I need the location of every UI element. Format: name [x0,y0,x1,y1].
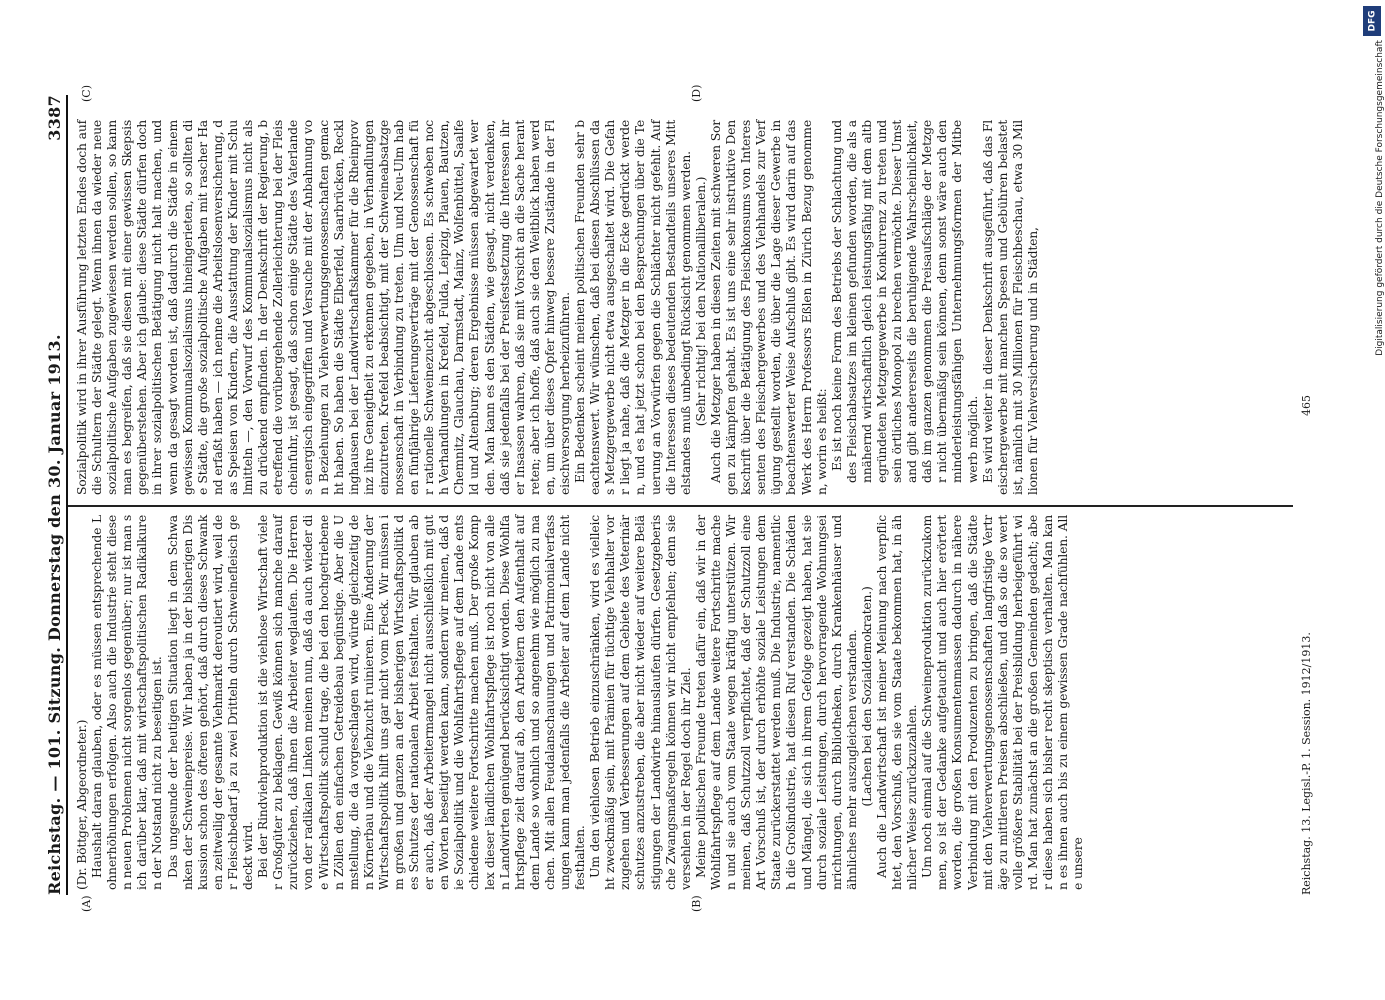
running-header: Reichstag. — 101. Sitzung. Donnerstag den 30. Januar 1913. [45,334,64,895]
paragraph: Meine politischen Freunde treten dafür ein, daß wir in der Wohlfahrtspflege auf dem Lande weitere Fortschritte machen und sie auch vom Staate wegen kräftig unterstützen. Wir meinen, daß Schutzzoll verpflichtet, daß der Schutzzoll eine Art Vorschuß ist, der durch erhöhte soziale Leistungen dem Staate zurückerstattet werden muß. Die Industrie, namentlich die Großindustrie, hat diesen Ruf verstanden. Die Schäden und Mängel, die sich in ihrem Gefolge gezeigt haben, hat sie durch soziale Leistungen, durch hervorragende Wohnungseinrichtungen, durch Bibliotheken, durch Krankenhäuser und ähnliches mehr auszugleichen verstanden. [692,515,859,890]
footer-number: 465 [1300,395,1313,416]
interjection: (Lachen bei den Sozialdemokraten.) [858,586,874,807]
page-header [40,95,64,895]
paragraph: Ein Bedenken scheint meinen politischen Freunden sehr beachtenswert. Wir wünschen, daß bei diesen Abschlüssen das Metzgergewerbe nicht etwa ausgeschaltet wird. Die Gefahr liegt ja nahe, daß die Metzger in die Ecke gedrückt werden, und es hat jetzt schon bei den Besprechungen über die Teuerung an Vorwürfen gegen die Schlächter nicht gefehlt. Auf die Interessen dieses bedeutenden Bestandteils unseres Mittelstandes muß unbedingt Rücksicht genommen werden. [572,120,693,495]
paragraph: Auch die Metzger haben in diesen Zeiten mit schweren Sorgen zu kämpfen gehabt. Es ist uns eine sehr instruktive Denkschrift über die Betätigung des Fleischkonsums von Interessenten des Fleischergewerbes und des Viehhandels zur Verfügung gestellt worden, die über die Lage dieser Gewerbe in beachtenswerter Weise Aufschluß gibt. Es wird darin auf das Werk des Herrn Professors Eßlen in Zürich Bezug genommen, worin es heißt: [707,120,829,495]
page-footer [1300,95,1318,895]
digitization-note: Digitalisierung gefördert durch die Deutsche Forschungsgemeinschaft [1375,40,1385,356]
paragraph: Es wird weiter in dieser Denkschrift ausgeführt, daß das Fleischergewerbe mit manchen Spesen und Gebühren belastet ist, nämlich mit 30 Millionen für Fleischbeschau, etwa 30 Millionen für Viehversicherung und in Städten, [979,120,1040,495]
paragraph: Bei der Rindviehproduktion ist die viehlose Wirtschaft vieler Großgüter zu beklagen. Gewiß können sich manche darauf zurückziehen, daß ihnen die Arbeiter weglaufen. Die Herren von der radikalen Linken meinen nun, daß da auch wieder die Wirtschaftspolitik schuld trage, die bei den hochgetriebenen Zöllen den einfachen Getreidebau begünstige. Aber die Umstellung, die da vorgeschlagen wird, würde gleichzeitig den Körnerbau und die Viehzucht ruinieren. Eine Änderung der Wirtschaftspolitik hilft uns gar nicht vom Fleck. Wir müssen im großen und ganzen an der bisherigen Wirtschaftspolitik des Schutzes der nationalen Arbeit festhalten. Wir glauben aber auch, daß der Arbeitermangel nicht ausschließlich mit guten Worten beseitigt werden kann, sondern wir meinen, daß die Sozialpolitik und die Wohlfahrtspflege auf dem Lande entschiedene weitere Fortschritte machen muß. Der große Komplex dieser ländlichen Wohlfahrtspflege ist noch nicht von allen Landwirten genügend berücksichtigt worden. Diese Wohlfahrtspflege zielt darauf ab, den Arbeitern den Aufenthalt auf dem Lande so wohnlich und so angenehm wie möglich zu machen. Mit allen Feudalanschauungen und Patrimonialverfassungen kann man jedenfalls die Arbeiter auf dem Lande nicht festhalten. [255,515,588,890]
paragraph: Haushalt daran glauben, oder es müssen entsprechende Lohnerhöhungen erfolgen. Also auch die Industrie steht diesen neuen Problemen nicht sorgenlos gegenüber; nur ist man sich darüber klar, daß mit wirtschaftspolitischen Radikalkuren der Notstand nicht zu beseitigen ist. [89,515,165,890]
paragraph: Das ungesunde der heutigen Situation liegt in dem Schwanken der Schweinepreise. Wir haben ja in der bisherigen Diskussion schon des öfteren gehört, daß durch dieses Schwanken zeitweilig der gesamte Viehmarkt deroutiert wird, weil der Fleischbedarf ja zu zwei Dritteln durch Schweinefleisch gedeckt wird. [164,515,256,890]
speaker-line: (Dr. Böttger, Abgeordneter.) [74,719,89,890]
quotation: Es ist noch keine Form des Betriebs der Schlachtung und des Fleischabsatzes im kleinen gefunden worden, die als annähernd wirtschaftlich gleich leistungsfähig mit dem altbegründeten Metzgergewerbe in Konkurrenz zu treten und sein örtliches Monopol zu brechen vermöchte. Dieser Umstand gibt andererseits die beruhigende Wahrscheinlichkeit, daß im ganzen genommen die Preisaufschläge der Metzger nicht übermäßig sein können, denn sonst wäre auch den minderleistungsfähigen Unternehmungsformen der Mitbewerb möglich. [828,120,980,483]
footer-session: Reichstag. 13. Legisl.-P. 1. Session. 1912/1913. [1300,632,1313,895]
interjection: (Sehr richtig! bei den Nationalliberalen.) [692,176,708,427]
paragraph: Um noch einmal auf die Schweineproduktion zurückzukommen, so ist der Gedanke aufgetaucht und auch hier erörtert worden, die großen Konsumentenmassen dadurch in nähere Verbindung mit den Produzenten zu bringen, daß die Städte mit den Viehverwertungsgenossenschaften langfristige Verträge zu mittleren Preisen abschließen, und daß so die so wertvolle größere Stabilität bei der Preisbildung herbeigeführt wird. Man hat zunächst an die großen Gemeinden gedacht; aber diese haben sich bisher recht skeptisch verhalten. Man kann es ihnen auch bis zu einem gewissen Grade nachfühlen. Alle unsere [919,515,1086,890]
paragraph: Sozialpolitik wird in ihrer Ausführung letzten Endes doch auf die Schultern der Städte gelegt. Wenn ihnen da wieder neue sozialpolitische Aufgaben zugewiesen werden sollen, so kann man es begreifen, daß sie diesen mit einer gewissen Skepsis gegenüberstehen. Aber ich glaube: diese Städte dürfen doch in ihrer sozialpolitischen Betätigung nicht halt machen, und wenn da gesagt worden ist, daß dadurch die Städte in einem gewissen Kommunalsozialismus hineingerieten, so sollten die Städte, die große sozialpolitische Aufgaben mit rascher Hand erfaßt haben — ich nenne die Arbeitslosenversicherung, das Speisen von Kindern, die Ausstattung der Kinder mit Schulmitteln —, den Vorwurf des Kommunalsozialismus nicht als zu drückend empfinden. In der Denkschrift der Regierung, betreffend die vorübergehende Zollerleichterung bei der Fleischeinfuhr, ist gesagt, daß schon einige Städte des Vaterlandes energisch eingegriffen und Versuche mit der Anbahnung von Beziehungen zu Viehverwertungsgenossenschaften gemacht haben. So haben die Städte Elberfeld, Saarbrücken, Recklinghausen bei der Landwirtschaftskammer für die Rheinprovinz ihre Geneigtheit zu erkennen gegeben, in Verhandlungen einzutreten. Krefeld beabsichtigt, mit der Schweineabsatzgenossenschaft in Verbindung zu treten. Ulm und Neu-Ulm haben fünfjährige Lieferungsverträge mit der Genossenschaft für rationelle Schweinezucht abgeschlossen. Es schweben noch Verhandlungen in Krefeld, Fulda, Leipzig, Plauen, Bautzen, Chemnitz, Glauchau, Darmstadt, Mainz, Wolfenbüttel, Saalfeld und Altenburg; deren Ergebnisse müssen abgewartet werden. Man kann es den Städten, wie gesagt, nicht verdenken, daß sie jedenfalls bei der Preisfestsetzung die Interessen ihrer Insassen wahren, daß sie mit Vorsicht an die Sache herantreten; aber ich hoffe, daß auch sie den Weitblick haben werden, um über dieses Opfer hinweg bessere Zustände in der Fleischversorgung herbeizuführen. [74,120,572,495]
page-number: 3387 [45,95,64,141]
column-divider [68,506,1293,508]
marker-a: (A) [80,895,93,912]
marker-c: (C) [80,85,93,102]
header-rule [66,95,68,895]
right-column [74,120,1289,495]
dfg-logo: DFG [1363,6,1381,36]
marker-b: (B) [690,895,703,912]
paragraph: Um den viehlosen Betrieb einzuschränken, wird es vielleicht zweckmäßig sein, mit Prämien für tüchtige Viehhalter vorzugehen und Verbesserungen auf dem Gebiete des Veterinärschutzes anzustreben, die aber nicht wieder auf weitere Belästigungen der Landwirte hinauslaufen dürfen. Gesetzgeberische Zwangsmaßregeln können wir nicht empfehlen; denn sie versehlen in der Regel doch ihr Ziel. [587,515,693,890]
left-column [74,515,1289,890]
paragraph: Auch die Landwirtschaft ist meiner Meinung nach verpflichtet, den Vorschuß, den sie vom Staate bekommen hat, in ähnlicher Weise zurückzuzahlen. [873,515,920,890]
marker-d: (D) [690,84,703,102]
